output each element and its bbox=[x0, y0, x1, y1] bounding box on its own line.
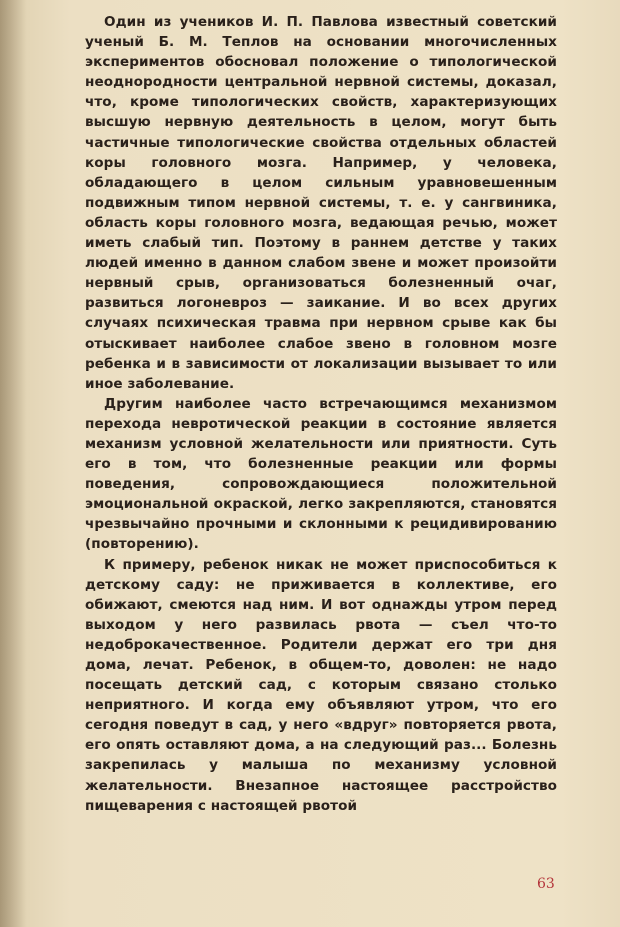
paragraph-3: К примеру, ребенок никак не может приспособиться к детскому саду: не приживается в коллективе, его обижают, смеются над ним. И вот однажды утром перед выходом у него развилась рвота — съел что-то недоброкачественное. Родители держат его три дня дома, лечат. Ребенок, в общем-то, доволен: не надо посещать детский сад, с которым связано столько неприятного. И когда ему объявляют утром, что его сегодня поведут в сад, у него «вдруг» повторяется рвота, его опять оставляют дома, а на следующий раз... Болезнь закрепилась у малыша по механизму условной желательности. Внезапное настоящее расстройство пищеварения с настоящей рвотой bbox=[85, 556, 557, 814]
paragraph-1: Один из учеников И. П. Павлова известный советский ученый Б. М. Теплов на основании многочисленных экспериментов обосновал положение о типологической неоднородности центральной нервной системы, доказал, что, кроме типологических свойств, характеризующих высшую нервную деятельность в целом, могут быть частичные типологические свойства отдельных областей коры головного мозга. Например, у человека, обладающего в целом сильным уравновешенным подвижным типом нервной системы, т. е. у сангвиника, область коры головного мозга, ведающая речью, может иметь слабый тип. Поэтому в раннем детстве у таких людей именно в данном слабом звене и может произойти нервный срыв, организоваться болезненный очаг, развиться логоневроз — заикание. И во всех других случаях психическая травма при нервном срыве как бы отыскивает наиболее слабое звено в головном мозге ребенка и в зависимости от локализации вызывает то или иное заболевание. bbox=[85, 14, 557, 392]
paragraph-2: Другим наиболее часто встречающимся механизмом перехода невротической реакции в состояние является механизм условной желательности или приятности. Суть его в том, что болезненные реакции или формы поведения, сопровождающиеся положительной эмоциональной окраской, легко закрепляются, становятся чрезвычайно прочными и склонными к рецидивированию (повторению). bbox=[85, 395, 557, 553]
spine-shadow bbox=[0, 0, 26, 927]
page-number: 63 bbox=[537, 876, 555, 892]
body-text bbox=[85, 12, 557, 816]
